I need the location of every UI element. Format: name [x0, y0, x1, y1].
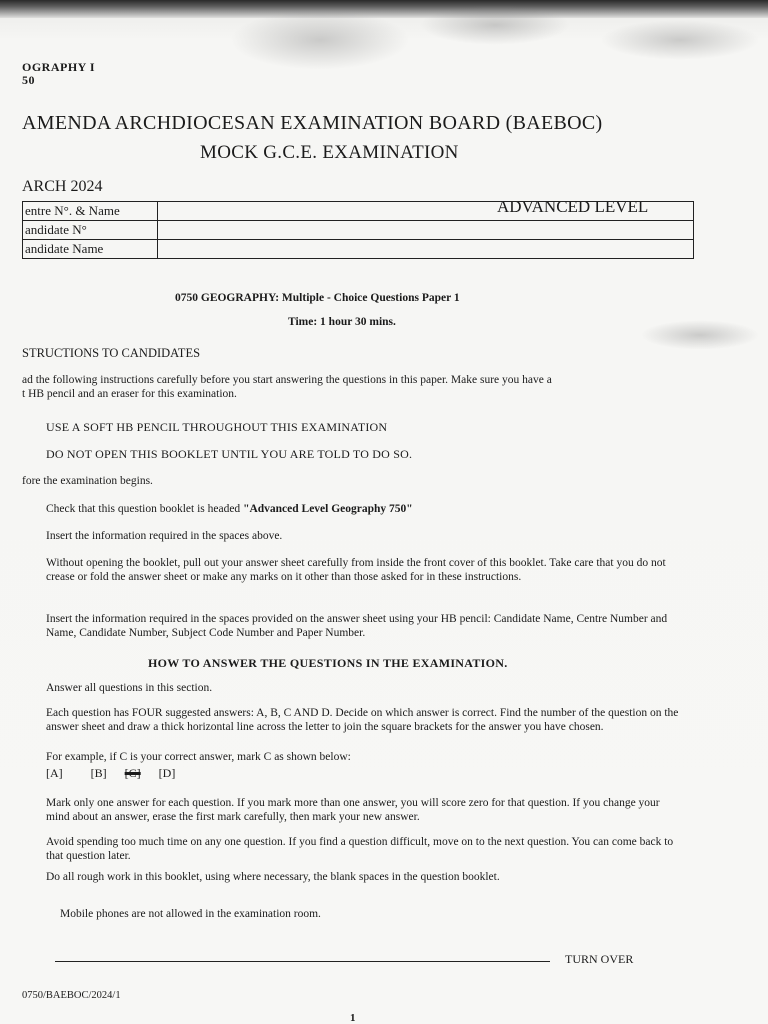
turn-over-label: TURN OVER — [565, 952, 634, 966]
without-opening-instruction: Without opening the booklet, pull out your answer sheet carefully from inside the front cover of this booklet. Take care that you do not crease or fold the answer sheet or make any marks on it other than those asked for in these instructions. — [46, 557, 666, 583]
option-c-marked: [C] — [124, 766, 141, 780]
paper-code: 0750/BAEBOC/2024/1 — [22, 990, 121, 1001]
candidate-table-row — [23, 240, 694, 259]
subject-code-short-label: 50 — [22, 73, 35, 87]
board-title: AMENDA ARCHDIOCESAN EXAMINATION BOARD (BAEBOC) — [22, 112, 603, 134]
candidate-info-table — [22, 201, 694, 259]
exam-session: ARCH 2024 — [22, 178, 103, 195]
instructions-intro-line1: ad the following instructions carefully before you start answering the questions in this paper. Make sure you have a — [22, 374, 552, 386]
instruction-caps-booklet: DO NOT OPEN THIS BOOKLET UNTIL YOU ARE TOLD TO DO SO. — [46, 447, 413, 461]
candidate-table-row — [23, 221, 694, 240]
insert-info-instruction: Insert the information required in the spaces above. — [46, 530, 283, 542]
mobile-phones-instruction: Mobile phones are not allowed in the examination room. — [60, 908, 321, 920]
scan-smudge — [600, 20, 760, 60]
candidate-name-label: andidate Name — [23, 240, 158, 259]
centre-field[interactable] — [158, 202, 694, 221]
scan-smudge — [640, 320, 760, 350]
answer-option-example — [46, 766, 175, 781]
exam-level: ADVANCED LEVEL — [497, 197, 649, 216]
paper-time: Time: 1 hour 30 mins. — [288, 316, 396, 328]
candidate-number-field[interactable] — [158, 221, 694, 240]
how-to-answer-heading: HOW TO ANSWER THE QUESTIONS IN THE EXAMINATION. — [148, 656, 508, 670]
candidate-table-row — [23, 202, 694, 221]
page-number: 1 — [350, 1012, 356, 1024]
instruction-caps-pencil: USE A SOFT HB PENCIL THROUGHOUT THIS EXAMINATION — [46, 420, 388, 434]
subject-short-label: OGRAPHY I — [22, 60, 96, 74]
scan-smudge — [420, 5, 570, 45]
candidate-number-label: andidate N° — [23, 221, 158, 240]
insert-answer-sheet-instruction: Insert the information required in the spaces provided on the answer sheet using your HB pencil: Candidate Name, Centre Number and Name, Candidate Number, Subject Code Number and Paper Number. — [46, 613, 668, 639]
rough-work-instruction: Do all rough work in this booklet, using where necessary, the blank spaces in the question booklet. — [46, 871, 500, 883]
instructions-heading: STRUCTIONS TO CANDIDATES — [22, 346, 201, 360]
example-instruction: For example, if C is your correct answer, mark C as shown below: — [46, 751, 351, 763]
before-exam-label: fore the examination begins. — [22, 475, 153, 487]
each-question-instruction: Each question has FOUR suggested answers: A, B, C AND D. Decide on which answer is correct. Find the number of the question on the answer sheet and draw a thick horizontal line across the letter to join the square brackets for the answer you have chosen. — [46, 707, 679, 733]
instructions-intro-line2: t HB pencil and an eraser for this examination. — [22, 388, 237, 400]
exam-title: MOCK G.C.E. EXAMINATION — [200, 142, 459, 163]
avoid-instruction: Avoid spending too much time on any one question. If you find a question difficult, move on to the next question. You can come back to that question later. — [46, 836, 674, 862]
answer-all-instruction: Answer all questions in this section. — [46, 682, 213, 694]
check-heading-instruction — [46, 502, 413, 516]
scan-top-edge-shadow — [0, 0, 768, 18]
option-a: [A] — [46, 766, 63, 780]
paper-title: 0750 GEOGRAPHY: Multiple - Choice Questions Paper 1 — [175, 292, 460, 304]
option-b: [B] — [90, 766, 107, 780]
candidate-name-field[interactable] — [158, 240, 694, 259]
centre-label: entre N°. & Name — [23, 202, 158, 221]
footer-rule — [55, 961, 550, 962]
option-d: [D] — [158, 766, 176, 780]
check-heading-text: Check that this question booklet is headed — [46, 503, 244, 515]
check-heading-bold: "Advanced Level Geography 750" — [243, 503, 413, 515]
mark-only-instruction: Mark only one answer for each question. If you mark more than one answer, you will score zero for that question. If you change your mind about an answer, erase the first mark carefully, then mark your new answer. — [46, 797, 660, 823]
scan-smudge — [230, 10, 410, 70]
